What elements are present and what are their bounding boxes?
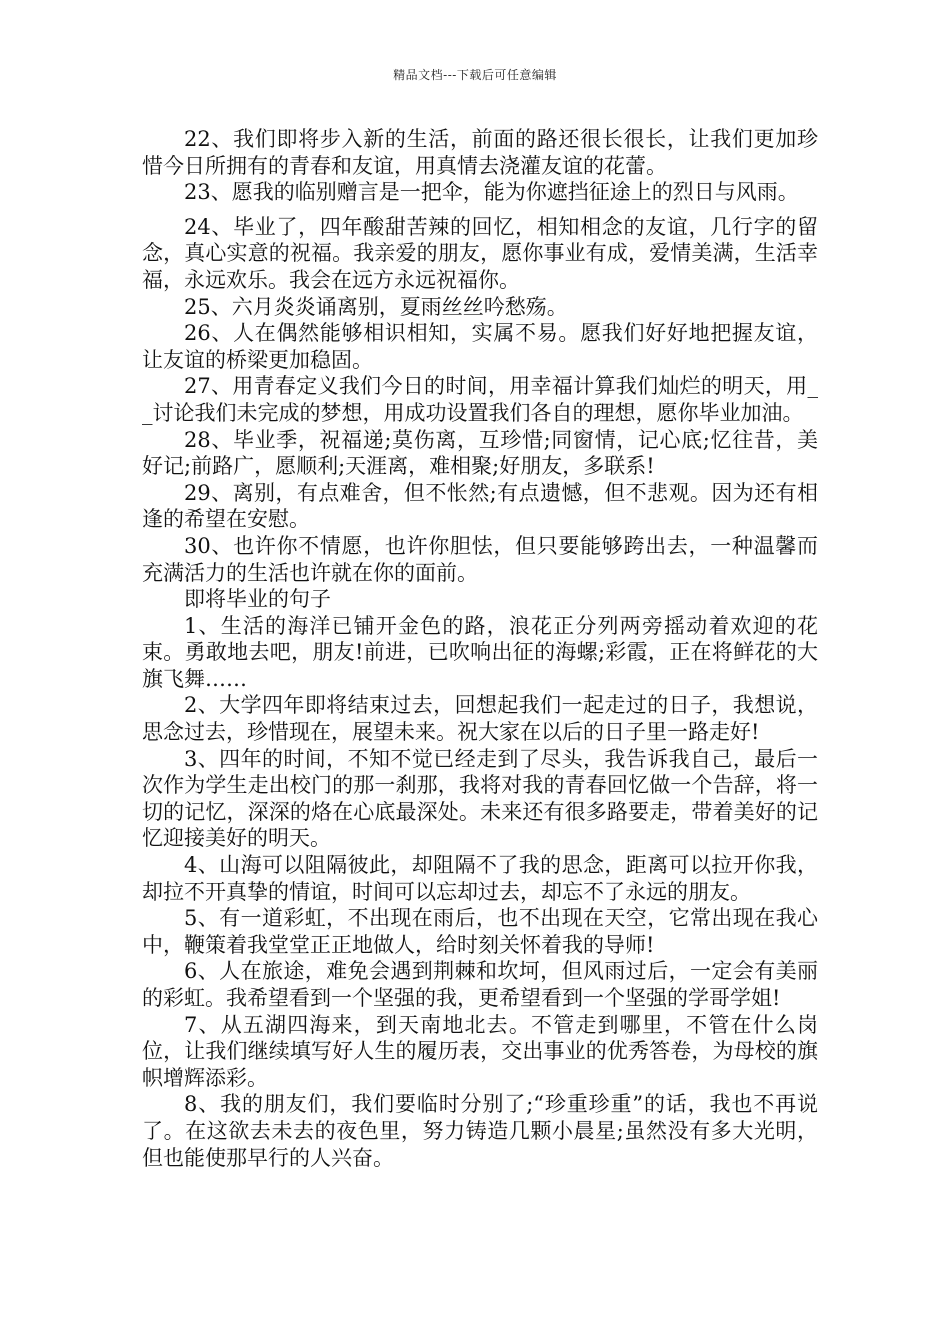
paragraph-28: 28、毕业季，祝福递;莫伤离，互珍惜;同窗情，记心底;忆往昔，美好记;前路广，愿顺利;天涯离，难相聚;好朋友，多联系! <box>142 427 818 479</box>
paragraph-24: 24、毕业了，四年酸甜苦辣的回忆，相知相念的友谊，几行字的留念，真心实意的祝福。我亲爱的朋友，愿你事业有成，爱情美满，生活幸福，永远欢乐。我会在远方永远祝福你。 <box>142 214 818 292</box>
paragraph-2: 2、大学四年即将结束过去，回想起我们一起走过的日子，我想说，思念过去，珍惜现在，展望未来。祝大家在以后的日子里一路走好! <box>142 693 818 745</box>
paragraph-4: 4、山海可以阻隔彼此，却阻隔不了我的思念，距离可以拉开你我，却拉不开真挚的情谊，时间可以忘却过去，却忘不了永远的朋友。 <box>142 853 818 904</box>
paragraph-5: 5、有一道彩虹，不出现在雨后，也不出现在天空，它常出现在我心中，鞭策着我堂堂正正地做人，给时刻关怀着我的导师! <box>142 906 818 957</box>
paragraph-23: 23、愿我的临别赠言是一把伞，能为你遮挡征途上的烈日与风雨。 <box>184 180 799 205</box>
paragraph-30: 30、也许你不情愿，也许你胆怯，但只要能够跨出去，一种温馨而充满活力的生活也许就在你的面前。 <box>142 533 818 585</box>
paragraph-8: 8、我的朋友们，我们要临时分别了;“珍重珍重”的话，我也不再说了。在这欲去未去的夜色里，努力铸造几颗小晨星;虽然没有多大光明，但也能使那早行的人兴奋。 <box>142 1092 818 1170</box>
paragraph-22: 22、我们即将步入新的生活，前面的路还很长很长，让我们更加珍惜今日所拥有的青春和友谊，用真情去浇灌友谊的花蕾。 <box>142 127 818 178</box>
paragraph-7: 7、从五湖四海来，到天南地北去。不管走到哪里，不管在什么岗位，让我们继续填写好人生的履历表，交出事业的优秀答卷，为母校的旗帜增辉添彩。 <box>142 1012 818 1090</box>
paragraph-27: 27、用青春定义我们今日的时间，用幸福计算我们灿烂的明天，用__讨论我们未完成的梦想，用成功设置我们各自的理想，愿你毕业加油。 <box>142 374 818 425</box>
paragraph-25: 25、六月炎炎诵离别，夏雨丝丝吟愁殇。 <box>184 294 568 319</box>
paragraph-26: 26、人在偶然能够相识相知，实属不易。愿我们好好地把握友谊，让友谊的桥梁更加稳固。 <box>142 321 818 372</box>
paragraph-29: 29、离别，有点难舍，但不怅然;有点遗憾，但不悲观。因为还有相逢的希望在安慰。 <box>142 480 818 532</box>
document-body <box>142 126 818 1171</box>
paragraph-6: 6、人在旅途，难免会遇到荆棘和坎坷，但风雨过后，一定会有美丽的彩虹。我希望看到一个坚强的我，更希望看到一个坚强的学哥学姐! <box>142 959 818 1010</box>
paragraph-1: 1、生活的海洋已铺开金色的路，浪花正分列两旁摇动着欢迎的花束。勇敢地去吧，朋友!前进，已吹响出征的海螺;彩霞，正在将鲜花的大旗飞舞…… <box>142 613 818 691</box>
paragraph-3: 3、四年的时间，不知不觉已经走到了尽头，我告诉我自己，最后一次作为学生走出校门的那一刹那，我将对我的青春回忆做一个告辞，将一切的记忆，深深的烙在心底最深处。未来还有很多路要走，带着美好的记忆迎接美好的明天。 <box>142 746 818 851</box>
section-heading: 即将毕业的句子 <box>184 587 331 612</box>
page-header: 精品文档---下载后可任意编辑 <box>393 68 557 82</box>
